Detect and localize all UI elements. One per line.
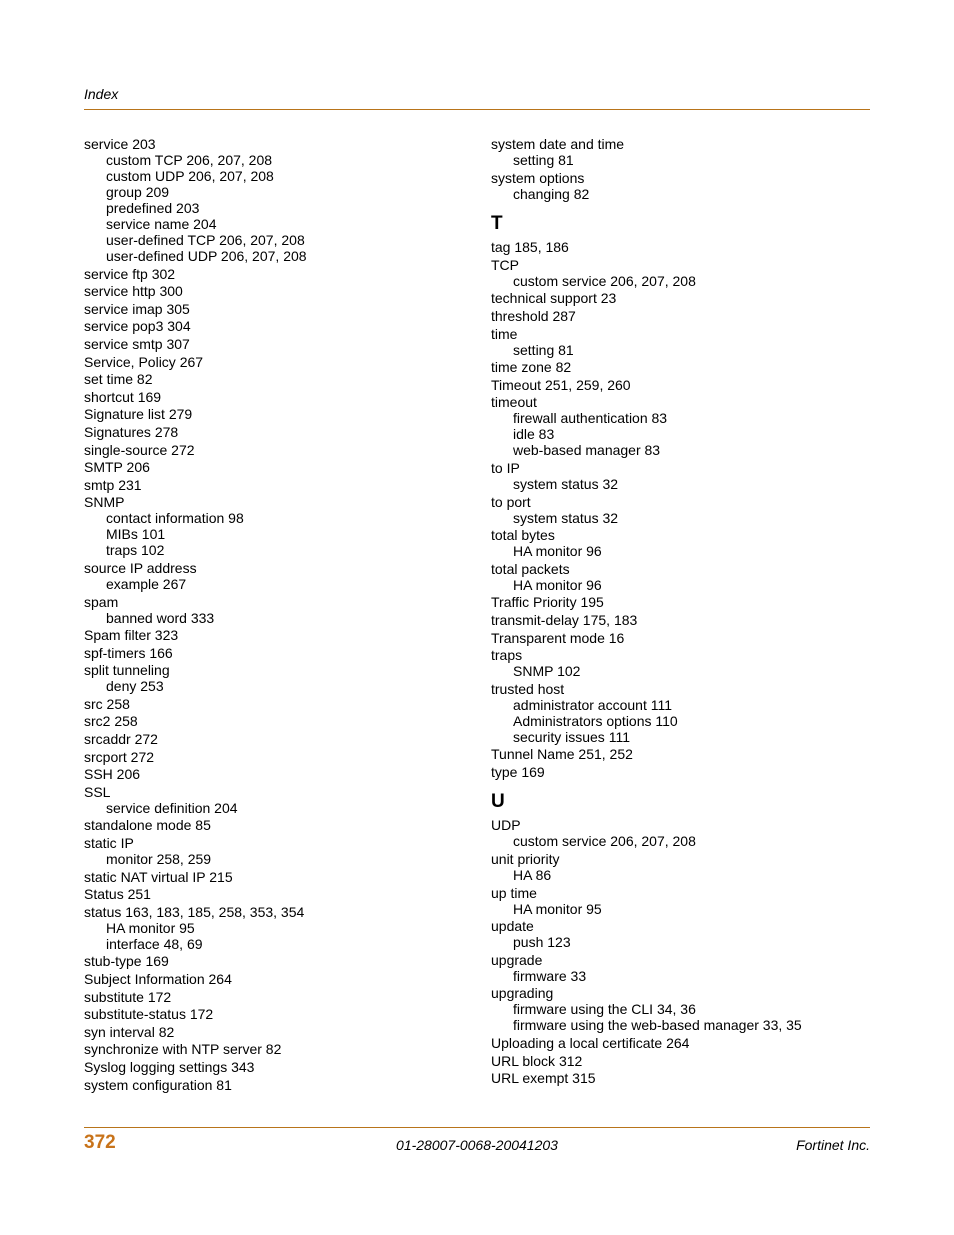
index-subterm: group 209	[106, 184, 170, 200]
index-subterm: administrator account 111	[513, 696, 673, 713]
index-column-left	[84, 136, 464, 1094]
index-entry	[491, 681, 871, 745]
index-entry	[84, 494, 464, 558]
index-term: trusted host	[491, 680, 565, 697]
index-entry	[491, 527, 871, 559]
index-term: shortcut 169	[84, 388, 162, 405]
index-entry	[491, 359, 871, 375]
index-entry	[491, 377, 871, 393]
index-term: SNMP	[84, 494, 125, 511]
index-term: substitute-status 172	[84, 1006, 214, 1023]
index-entry	[84, 731, 464, 747]
index-term: Status 251	[84, 886, 151, 903]
index-column-right	[491, 136, 871, 1088]
index-entry	[84, 371, 464, 387]
index-entry	[491, 394, 871, 458]
index-term: upgrade	[491, 951, 543, 968]
index-entry	[84, 336, 464, 352]
index-term: stub-type 169	[84, 953, 169, 970]
index-entry	[491, 460, 871, 492]
index-term: total packets	[491, 560, 570, 577]
index-entry	[84, 817, 464, 833]
index-subterm: user-defined TCP 206, 207, 208	[106, 232, 305, 248]
index-term: Subject Information 264	[84, 971, 232, 987]
section-letter-u: U	[491, 791, 505, 813]
page-number: 372	[84, 1132, 116, 1153]
index-term: TCP	[491, 256, 519, 273]
index-subterm: SNMP 102	[513, 663, 581, 680]
index-term: threshold 287	[491, 307, 576, 324]
index-term: transmit-delay 175, 183	[491, 611, 638, 628]
header-rule	[84, 109, 870, 110]
index-term: split tunneling	[84, 662, 170, 679]
index-entry	[491, 851, 871, 883]
index-term: Signature list 279	[84, 406, 193, 423]
index-subterm: HA monitor 96	[513, 543, 602, 560]
index-term: service http 300	[84, 283, 183, 300]
index-term: src2 258	[84, 713, 138, 730]
index-term: service smtp 307	[84, 335, 190, 352]
index-subterm: firmware using the web-based manager 33, 35	[513, 1017, 802, 1034]
index-term: source IP address	[84, 559, 197, 576]
index-entry	[84, 318, 464, 334]
index-entry	[84, 989, 464, 1005]
company-name: Fortinet Inc.	[796, 1137, 870, 1153]
index-term: status 163, 183, 185, 258, 353, 354	[84, 903, 305, 920]
index-entry	[84, 696, 464, 712]
index-entry	[84, 749, 464, 765]
index-subterm: push 123	[513, 934, 571, 951]
index-entry	[491, 239, 871, 255]
index-entries-right-top	[491, 136, 871, 203]
index-subterm: changing 82	[513, 185, 590, 202]
entry-spacer	[491, 780, 871, 782]
index-term: up time	[491, 884, 537, 901]
entry-spacer	[491, 202, 871, 204]
index-entry	[491, 1070, 871, 1086]
index-term: static IP	[84, 835, 134, 852]
index-term: traps	[491, 647, 523, 664]
index-entry	[84, 869, 464, 885]
index-entry	[84, 835, 464, 867]
index-term: system configuration 81	[84, 1076, 232, 1093]
index-term: smtp 231	[84, 476, 142, 493]
index-subterm: user-defined UDP 206, 207, 208	[106, 248, 307, 264]
index-term: service ftp 302	[84, 265, 176, 282]
index-subterm: HA 86	[513, 867, 552, 884]
index-term: type 169	[491, 763, 545, 780]
index-term: tag 185, 186	[491, 239, 569, 256]
index-subterm: custom TCP 206, 207, 208	[106, 152, 273, 168]
index-entry	[491, 630, 871, 646]
index-entry	[491, 746, 871, 762]
index-entry	[84, 266, 464, 282]
running-header-title: Index	[84, 86, 119, 102]
index-term: to IP	[491, 459, 520, 476]
index-entry	[84, 784, 464, 816]
index-entry	[491, 918, 871, 950]
index-subterm: monitor 258, 259	[106, 851, 212, 868]
index-term: substitute 172	[84, 988, 172, 1005]
index-entry	[84, 971, 464, 987]
index-entry	[491, 612, 871, 628]
index-term: time	[491, 325, 518, 342]
index-term: technical support 23	[491, 290, 617, 307]
footer-rule	[84, 1127, 870, 1128]
index-term: to port	[491, 493, 531, 510]
index-term: total bytes	[491, 527, 555, 544]
index-entry	[491, 647, 871, 679]
entry-spacer	[491, 1086, 871, 1088]
index-entries-left	[84, 136, 464, 1094]
index-subterm: system status 32	[513, 475, 619, 492]
index-term: spam	[84, 593, 119, 610]
index-subterm: contact information 98	[106, 510, 244, 527]
index-entries-u	[491, 817, 871, 1087]
index-term: service imap 305	[84, 300, 190, 317]
index-entry	[84, 645, 464, 661]
index-term: service pop3 304	[84, 318, 191, 335]
index-subterm: deny 253	[106, 678, 164, 695]
index-term: Syslog logging settings 343	[84, 1058, 255, 1075]
index-subterm: traps 102	[106, 542, 165, 559]
index-entry	[84, 560, 464, 592]
index-term: URL exempt 315	[491, 1070, 596, 1087]
index-term: SMTP 206	[84, 459, 150, 476]
index-entry	[84, 442, 464, 458]
index-subterm: custom service 206, 207, 208	[513, 833, 696, 850]
index-term: system options	[491, 169, 585, 186]
index-term: Traffic Priority 195	[491, 594, 604, 611]
index-entry	[491, 170, 871, 202]
index-subterm: security issues 111	[513, 728, 630, 745]
index-entry	[491, 594, 871, 610]
index-entry	[84, 389, 464, 405]
index-term: system date and time	[491, 136, 625, 152]
index-entries-t	[491, 239, 871, 781]
index-term: srcport 272	[84, 748, 155, 765]
index-subterm: setting 81	[513, 341, 574, 358]
index-entry	[84, 1041, 464, 1057]
index-subterm: idle 83	[513, 426, 555, 443]
index-entry	[491, 885, 871, 917]
index-term: synchronize with NTP server 82	[84, 1041, 282, 1058]
index-entry	[84, 886, 464, 902]
index-entry	[84, 594, 464, 626]
index-term: Uploading a local certificate 264	[491, 1035, 690, 1052]
document-number: 01-28007-0068-20041203	[396, 1137, 558, 1153]
index-term: Service, Policy 267	[84, 353, 204, 370]
index-term: Timeout 251, 259, 260	[491, 376, 631, 393]
index-term: URL block 312	[491, 1052, 583, 1069]
index-entry	[84, 477, 464, 493]
index-subterm: interface 48, 69	[106, 935, 203, 952]
index-entry	[84, 1006, 464, 1022]
index-entry	[491, 494, 871, 526]
index-term: Transparent mode 16	[491, 629, 625, 646]
index-subterm: setting 81	[513, 152, 574, 168]
index-term: static NAT virtual IP 215	[84, 868, 233, 885]
index-subterm: service definition 204	[106, 799, 238, 816]
index-entry	[84, 459, 464, 475]
index-entry	[84, 713, 464, 729]
index-subterm: system status 32	[513, 509, 619, 526]
index-entry	[491, 817, 871, 849]
index-subterm: web-based manager 83	[513, 442, 661, 459]
index-term: set time 82	[84, 371, 153, 388]
index-subterm: firmware using the CLI 34, 36	[513, 1001, 696, 1018]
index-term: syn interval 82	[84, 1023, 175, 1040]
index-entry	[84, 406, 464, 422]
index-term: SSL	[84, 783, 111, 800]
entry-spacer	[84, 1093, 464, 1095]
index-subterm: custom UDP 206, 207, 208	[106, 168, 274, 184]
index-term: update	[491, 918, 534, 935]
index-subterm: banned word 333	[106, 609, 215, 626]
index-entry	[491, 952, 871, 984]
index-term: Spam filter 323	[84, 627, 179, 644]
index-term: single-source 272	[84, 441, 195, 458]
index-term: timeout	[491, 394, 537, 411]
index-term: standalone mode 85	[84, 817, 211, 834]
index-entry	[84, 766, 464, 782]
index-subterm: HA monitor 95	[513, 900, 602, 917]
index-term: unit priority	[491, 851, 560, 868]
index-term: upgrading	[491, 985, 554, 1002]
index-subterm: Administrators options 110	[513, 712, 678, 729]
index-entry	[491, 1035, 871, 1051]
index-term: SSH 206	[84, 766, 141, 783]
index-entry	[491, 257, 871, 289]
index-entry	[84, 953, 464, 969]
index-term: Tunnel Name 251, 252	[491, 746, 633, 763]
index-term: src 258	[84, 695, 130, 712]
index-entry	[491, 308, 871, 324]
index-entry	[84, 1024, 464, 1040]
index-entry	[491, 764, 871, 780]
index-entry	[84, 136, 464, 264]
index-subterm: service name 204	[106, 216, 217, 232]
index-entry	[84, 283, 464, 299]
index-entry	[84, 424, 464, 440]
index-entry	[491, 561, 871, 593]
index-entry	[491, 1053, 871, 1069]
index-subterm: MIBs 101	[106, 526, 166, 543]
index-subterm: custom service 206, 207, 208	[513, 272, 696, 289]
index-subterm: example 267	[106, 575, 187, 592]
index-subterm: predefined 203	[106, 200, 200, 216]
index-subterm: firmware 33	[513, 967, 587, 984]
index-entry	[84, 627, 464, 643]
index-term: service 203	[84, 136, 156, 152]
index-entry	[84, 301, 464, 317]
index-subterm: HA monitor 95	[106, 919, 195, 936]
index-term: srcaddr 272	[84, 731, 158, 748]
index-entry	[84, 354, 464, 370]
index-entry	[491, 136, 871, 168]
index-subterm: HA monitor 96	[513, 576, 602, 593]
index-term: spf-timers 166	[84, 644, 173, 661]
index-entry	[491, 326, 871, 358]
index-term: UDP	[491, 817, 521, 834]
index-entry	[84, 1077, 464, 1093]
section-letter-t: T	[491, 213, 503, 235]
index-entry	[491, 290, 871, 306]
index-entry	[84, 904, 464, 952]
index-term: Signatures 278	[84, 423, 179, 440]
index-term: time zone 82	[491, 359, 572, 376]
index-subterm: firewall authentication 83	[513, 410, 668, 427]
index-entry	[84, 662, 464, 694]
index-entry	[491, 985, 871, 1033]
index-entry	[84, 1059, 464, 1075]
